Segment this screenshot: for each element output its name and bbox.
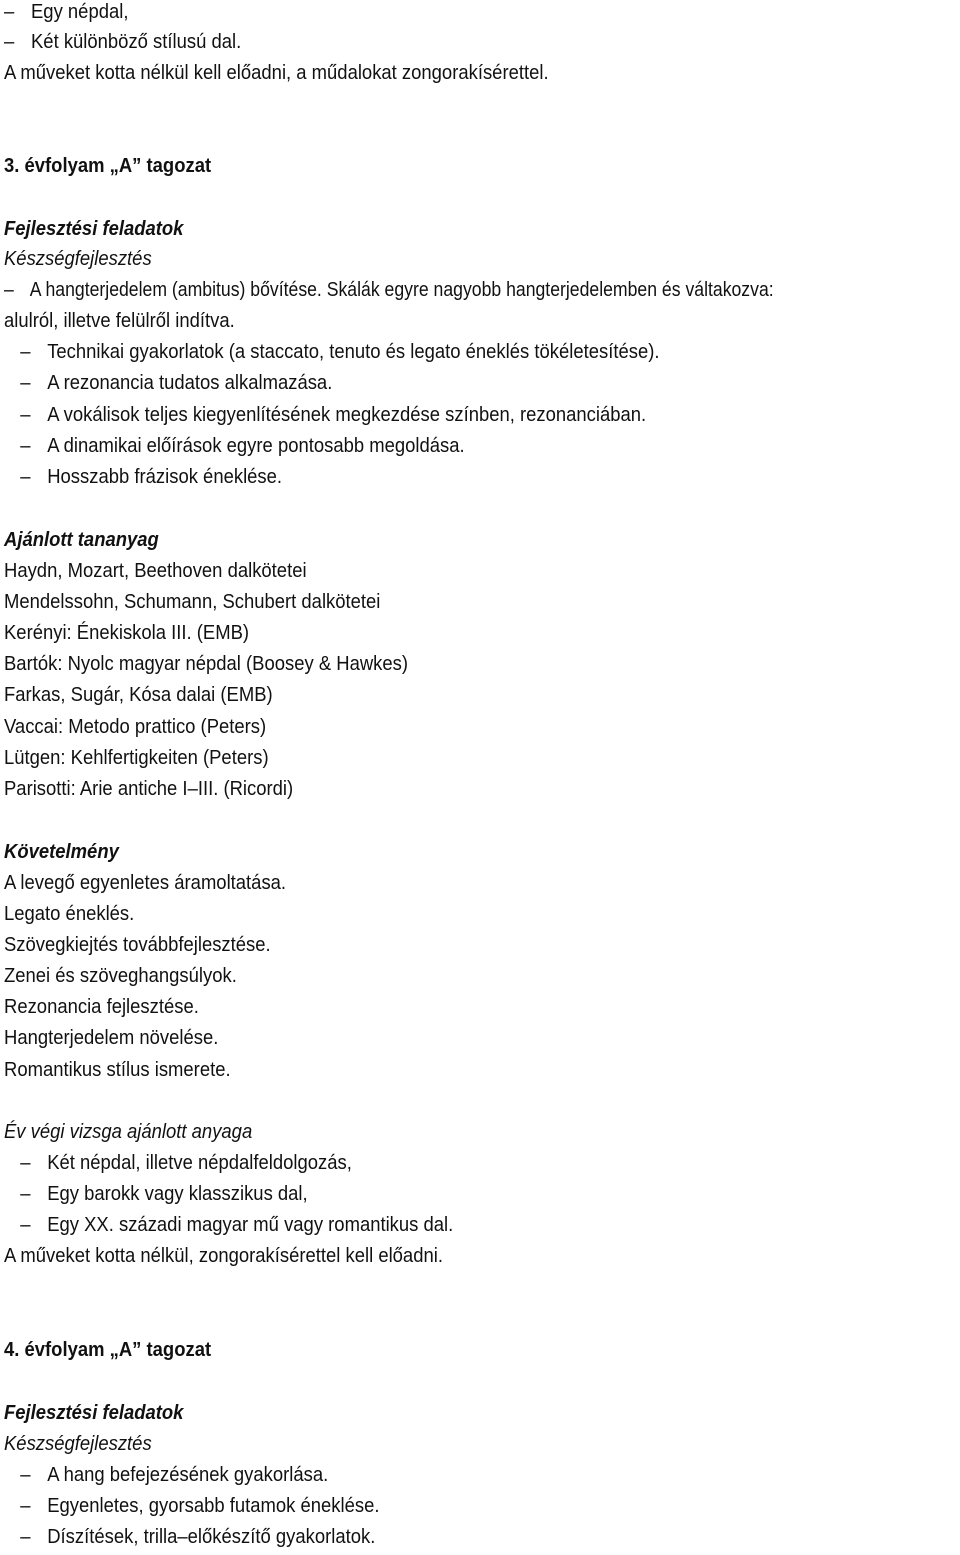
- requirement-item: Hangterjedelem növelése.: [4, 1026, 219, 1049]
- dash-bullet: –: [20, 371, 31, 394]
- dev-tasks-subtitle: Készségfejlesztés: [4, 247, 152, 270]
- requirement-item: A levegő egyenletes áramoltatása.: [4, 871, 287, 894]
- list-item: – A vokálisok teljes kiegyenlítésének megkezdése színben, rezonanciában.: [4, 401, 864, 429]
- requirement-item: Szövegkiejtés továbbfejlesztése.: [4, 933, 271, 956]
- material-item: Vaccai: Metodo prattico (Peters): [4, 715, 267, 738]
- list-item: – A hangterjedelem (ambitus) bővítése. Skálák egyre nagyobb hangterjedelemben és váltakozva:: [4, 276, 826, 304]
- note-text: A műveket kotta nélkül, zongorakísérettel kell előadni.: [4, 1244, 443, 1267]
- list-item: – Egy barokk vagy klasszikus dal,: [4, 1180, 864, 1208]
- requirements-title: Követelmény: [4, 840, 119, 863]
- dash-bullet: –: [4, 30, 15, 53]
- dash-bullet: –: [4, 278, 14, 301]
- material-item: Lütgen: Kehlfertigkeiten (Peters): [4, 746, 269, 769]
- dash-bullet: –: [20, 1525, 31, 1548]
- exam-title: Év végi vizsga ajánlott anyaga: [4, 1120, 253, 1143]
- dev-tasks-title: Fejlesztési feladatok: [4, 1401, 184, 1424]
- material-item: Mendelssohn, Schumann, Schubert dalkötetei: [4, 590, 381, 613]
- dash-bullet: –: [20, 1463, 31, 1486]
- note-text: A műveket kotta nélkül kell előadni, a műdalokat zongorakísérettel.: [4, 61, 549, 84]
- material-item: Bartók: Nyolc magyar népdal (Boosey & Hawkes): [4, 652, 409, 675]
- requirement-item: Zenei és szöveghangsúlyok.: [4, 964, 237, 987]
- list-item: – A rezonancia tudatos alkalmazása.: [4, 369, 864, 397]
- material-item: Kerényi: Énekiskola III. (EMB): [4, 621, 250, 644]
- requirement-item: Rezonancia fejlesztése.: [4, 995, 199, 1018]
- dash-bullet: –: [20, 1494, 31, 1517]
- list-item: – A hang befejezésének gyakorlása.: [4, 1461, 864, 1489]
- material-item: Haydn, Mozart, Beethoven dalkötetei: [4, 559, 307, 582]
- section-heading-year3: 3. évfolyam „A” tagozat: [4, 154, 212, 177]
- material-item: Parisotti: Arie antiche I–III. (Ricordi): [4, 777, 294, 800]
- list-item: – Egy népdal,: [4, 0, 864, 26]
- dash-bullet: –: [20, 1151, 31, 1174]
- dev-tasks-title: Fejlesztési feladatok: [4, 217, 184, 240]
- dash-bullet: –: [20, 340, 31, 363]
- dash-bullet: –: [4, 0, 15, 23]
- dash-bullet: –: [20, 403, 31, 426]
- requirement-item: Romantikus stílus ismerete.: [4, 1058, 231, 1081]
- list-item-continuation: alulról, illetve felülről indítva.: [4, 309, 235, 332]
- dash-bullet: –: [20, 1182, 31, 1205]
- dev-tasks-subtitle: Készségfejlesztés: [4, 1432, 152, 1455]
- list-item: – Egyenletes, gyorsabb futamok éneklése.: [4, 1492, 864, 1520]
- list-item: – Két különböző stílusú dal.: [4, 28, 864, 56]
- list-item: – Két népdal, illetve népdalfeldolgozás,: [4, 1149, 864, 1177]
- dash-bullet: –: [20, 434, 31, 457]
- requirement-item: Legato éneklés.: [4, 902, 135, 925]
- list-item: – Technikai gyakorlatok (a staccato, tenuto és legato éneklés tökéletesítése).: [4, 338, 864, 366]
- section-heading-year4: 4. évfolyam „A” tagozat: [4, 1338, 212, 1361]
- list-item: – Hosszabb frázisok éneklése.: [4, 463, 864, 491]
- list-item: – Egy XX. századi magyar mű vagy romantikus dal.: [4, 1211, 864, 1239]
- list-item: – Díszítések, trilla–előkészítő gyakorlatok.: [4, 1523, 864, 1551]
- dash-bullet: –: [20, 1213, 31, 1236]
- dash-bullet: –: [20, 465, 31, 488]
- list-item: – A dinamikai előírások egyre pontosabb megoldása.: [4, 432, 864, 460]
- material-item: Farkas, Sugár, Kósa dalai (EMB): [4, 683, 273, 706]
- material-title: Ajánlott tananyag: [4, 528, 159, 551]
